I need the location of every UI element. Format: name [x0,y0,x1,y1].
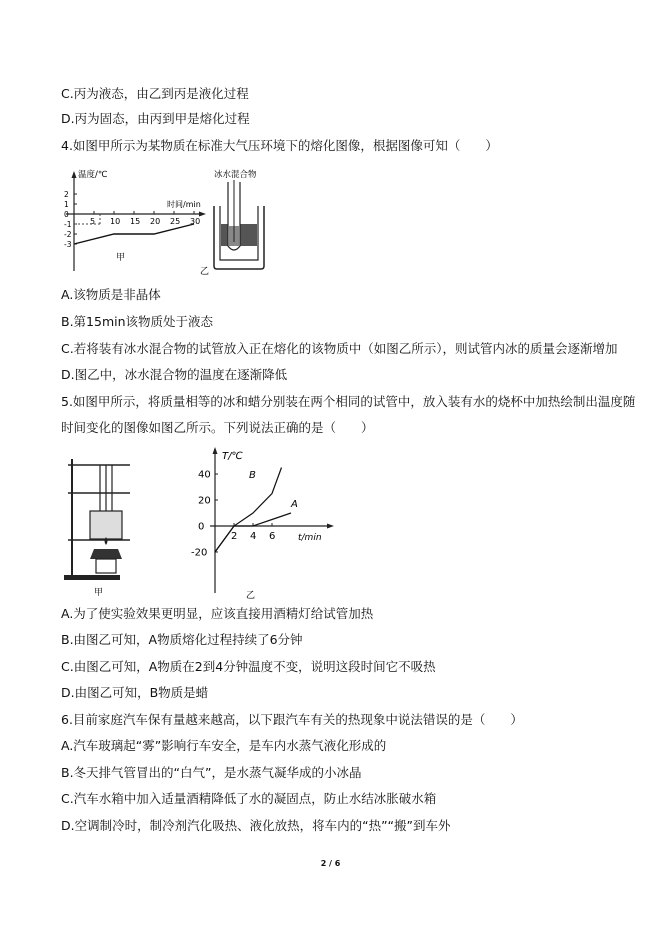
q5-stem-line1: 5.如图甲所示，将质量相等的冰和蜡分别装在两个相同的试管中，放入装有水的烧杯中加热绘制出温度随 [61,394,636,409]
q6-stem: 6.目前家庭汽车保有量越来越高，以下跟汽车有关的热现象中说法错误的是（ ） [61,712,523,727]
fig4-ytick-label: -2 [64,230,72,239]
fig5-xtick-label: 4 [250,531,257,542]
fig5-xtick-label: 2 [231,531,238,542]
fig4-xlabel: 时间/min [167,200,201,209]
alcohol-lamp [90,549,122,559]
fig5-xlabel: t/min [298,533,322,543]
fig4-label-jia: 甲 [116,253,126,263]
q3-option-d: D.丙为固态，由丙到甲是熔化过程 [61,111,250,126]
page-number: 2 / 6 [320,859,341,868]
q4-option-b: B.第15min该物质处于液态 [61,314,214,329]
q6-option-c: C.汽车水箱中加入适量酒精降低了水的凝固点，防止水结冰胀破水箱 [61,791,437,806]
q6-option-b: B.冬天排气管冒出的“白气”，是水蒸气凝华成的小冰晶 [61,765,362,780]
fig5-beaker [90,511,122,539]
q5-option-a: A.为了使实验效果更明显，应该直接用酒精灯给试管加热 [61,606,374,621]
fig4-ytick-label: 2 [64,190,69,199]
q5-option-c: C.由图乙可知，A物质在2到4分钟温度不变，说明这段时间它不吸热 [61,659,436,674]
fig5-ylabel: T/℃ [222,451,243,462]
fig4-xtick-label: 15 [130,217,141,226]
fig5-ytick-label: -20 [191,547,208,559]
fig5-chart [190,445,340,600]
fig4-curve [74,224,194,244]
q6-option-d: D.空调制冷时，制冷剂汽化吸热、液化放热，将车内的“热”“搬”到车外 [61,818,451,833]
fig5-ytick-label: 0 [198,521,205,533]
q5-option-b: B.由图乙可知，A物质熔化过程持续了6分钟 [61,632,303,647]
fig5-xtick-label: 6 [269,531,276,542]
fig4-ytick-label: 1 [64,200,69,209]
fig5-ytick-label: 20 [198,495,211,507]
fig4-beaker-caption: 冰水混合物 [214,170,257,180]
q5-option-d: D.由图乙可知，B物质是蜡 [61,685,209,700]
q4-option-c: C.若将装有冰水混合物的试管放入正在熔化的该物质中（如图乙所示），则试管内冰的质量会逐渐增加 [61,341,618,356]
q4-option-a: A.该物质是非晶体 [61,287,161,302]
fig4-xtick-label: 25 [170,217,181,226]
fig5-label-yi: 乙 [246,591,256,600]
fig4-ytick-label: -3 [64,240,72,249]
fig4-xtick-label: 5 [90,217,96,226]
q4-option-d: D.图乙中，冰水混合物的温度在逐渐降低 [61,367,288,382]
q4-stem: 4.如图甲所示为某物质在标准大气压环境下的熔化图像，根据图像可知（ ） [61,138,498,153]
fig4-label-yi: 乙 [200,267,210,277]
fig5-label-jia: 甲 [94,588,104,597]
fig4-ytick-label: 0 [64,210,69,219]
fig4-ytick-label: -1 [64,220,72,229]
fig5-apparatus [60,455,140,597]
q5-stem-line2: 时间变化的图像如图乙所示。下列说法正确的是（ ） [61,420,374,435]
fig4-ylabel: 温度/℃ [78,170,108,180]
fig5-series-b-label: B [249,470,256,481]
fig4-beaker-figure [198,166,278,278]
fig5-series-a-label: A [291,499,298,510]
q3-option-c: C.丙为液态，由乙到丙是液化过程 [61,86,249,101]
fig5-ytick-label: 40 [198,469,211,481]
fig4-xtick-label: 30 [190,217,201,226]
q6-option-a: A.汽车玻璃起“雾”影响行车安全，是车内水蒸气液化形成的 [61,738,387,753]
fig4-chart [62,167,212,277]
fig4-xtick-label: 10 [110,217,121,226]
fig4-xtick-label: 20 [150,217,161,226]
